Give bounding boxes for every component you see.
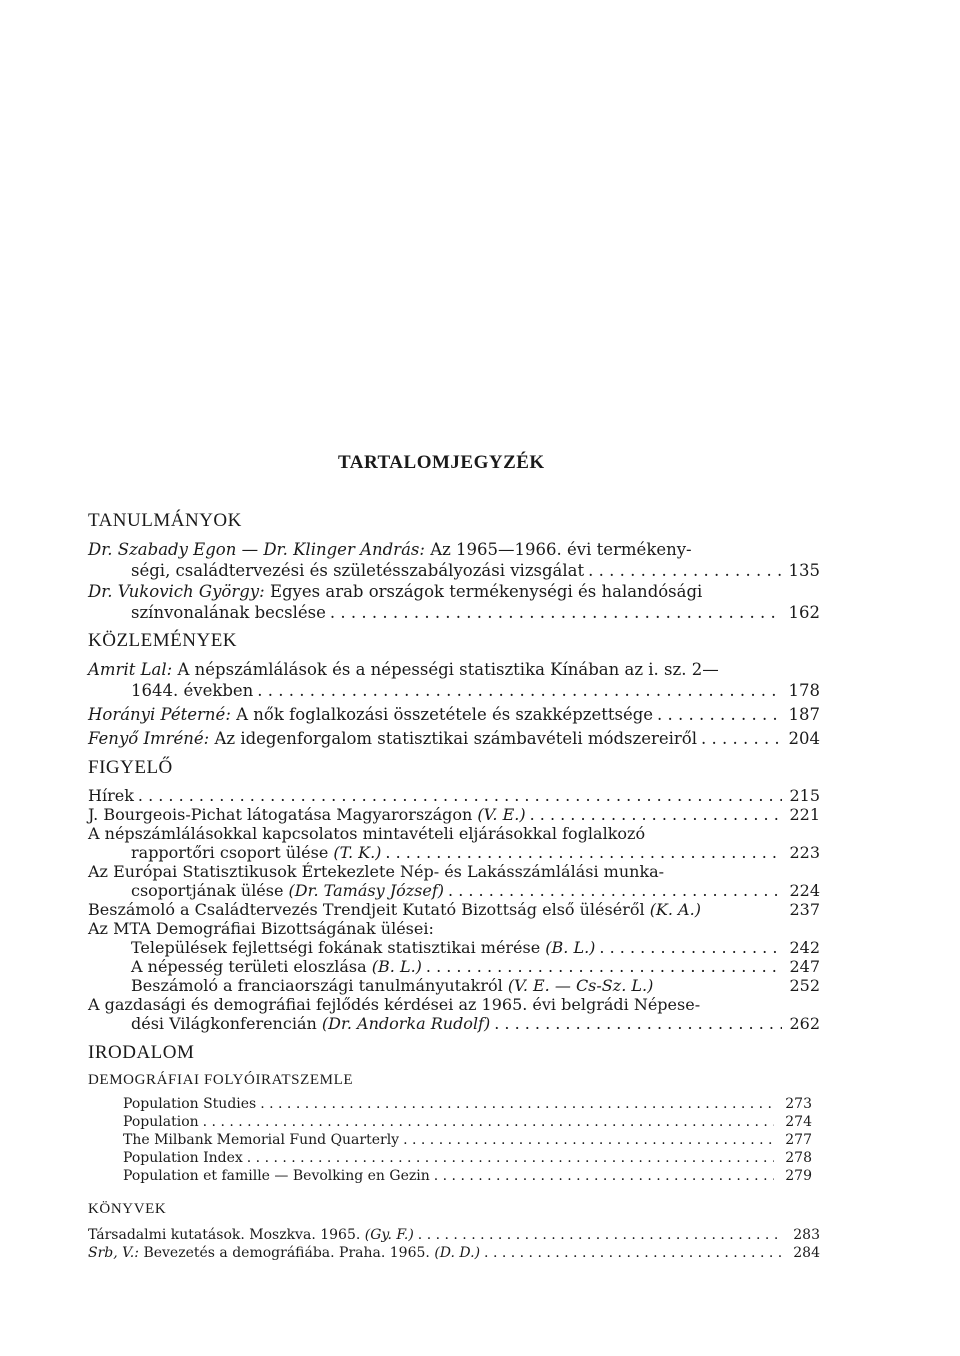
entry-credit: (V. E. — Cs-Sz. L.) (507, 976, 654, 995)
entry-author: Amrit Lal: (88, 660, 173, 679)
entry-author: Srb, V.: (88, 1245, 139, 1261)
toc-entry[interactable] (88, 938, 820, 957)
toc-entry[interactable] (88, 728, 820, 749)
entry-page: 187 (788, 705, 820, 724)
entry-author: Dr. Vukovich György: (88, 582, 265, 601)
entry-page: 274 (785, 1114, 812, 1130)
toc-entry[interactable] (88, 1095, 812, 1114)
entry-title-line: Társadalmi kutatások. Moszkva. 1965. (88, 1227, 361, 1243)
entry-author: Horányi Péterné: (88, 705, 231, 724)
entry-title-line: A nők foglalkozási összetétele és szakképzettsége (236, 705, 654, 724)
toc-entry[interactable] (88, 786, 820, 805)
entry-credit: (K. A.) (649, 900, 701, 919)
entry-credit: (Dr. Andorka Rudolf) (321, 1014, 491, 1033)
entry-credit: (V. E.) (477, 805, 526, 824)
toc-entry[interactable] (88, 1113, 812, 1132)
entry-title-line: ségi, családtervezési és születésszabályozási vizsgálat (131, 561, 585, 580)
section-heading-konyvek: KÖNYVEK (88, 1201, 167, 1217)
entry-page: 279 (785, 1168, 812, 1184)
entry-title-line: Population (123, 1114, 199, 1130)
entry-page: 283 (793, 1227, 820, 1243)
page-title: TARTALOMJEGYZÉK (338, 452, 545, 473)
entry-page: 224 (789, 881, 820, 900)
entry-page: 242 (789, 938, 820, 957)
toc-entry[interactable] (88, 1149, 812, 1168)
entry-page: 223 (789, 843, 820, 862)
toc-entry[interactable] (88, 824, 820, 862)
entry-title-line: The Milbank Memorial Fund Quarterly (123, 1132, 400, 1148)
toc-entry[interactable] (88, 539, 820, 581)
entry-title-line: 1644. években (131, 681, 254, 700)
entry-author: Fenyő Imréné: (88, 729, 210, 748)
entry-title-line: Az idegenforgalom statisztikai számbavételi módszereiről (214, 729, 697, 748)
entry-credit: (Dr. Tamásy József) (288, 881, 445, 900)
entry-page: 162 (788, 603, 820, 622)
entry-page: 277 (785, 1132, 812, 1148)
entry-page: 135 (788, 561, 820, 580)
section-heading-irodalom: IRODALOM (88, 1042, 195, 1063)
entry-title-line: csoportjának ülése (131, 881, 284, 900)
entry-page: 215 (789, 786, 820, 805)
entry-title-line: Egyes arab országok termékenységi és halandósági (269, 582, 703, 601)
toc-entry[interactable] (88, 805, 820, 824)
toc-entry[interactable] (88, 1167, 812, 1186)
toc-entry[interactable] (88, 581, 820, 623)
entry-title-line: Az Európai Statisztikusok Értekezlete Nép- és Lakásszámlálási munka- (88, 862, 665, 881)
entry-title-line: Települések fejlettségi fokának statisztikai mérése (131, 938, 541, 957)
section-heading-folyoiratszemle: DEMOGRÁFIAI FOLYÓIRATSZEMLE (88, 1072, 354, 1088)
entry-title-line: Population Studies (123, 1096, 257, 1112)
entry-title-line: J. Bourgeois-Pichat látogatása Magyarországon (88, 805, 473, 824)
entry-credit: (Gy. F.) (364, 1227, 414, 1243)
toc-entry[interactable] (88, 1226, 820, 1245)
entry-page: 262 (789, 1014, 820, 1033)
toc-entry[interactable] (88, 995, 820, 1033)
section-heading-figyelo: FIGYELŐ (88, 757, 173, 778)
entry-credit: (B. L.) (545, 938, 596, 957)
entry-page: 278 (785, 1150, 812, 1166)
entry-title-line: Bevezetés a demográfiába. Praha. 1965. (143, 1245, 430, 1261)
entry-title-line: rapportőri csoport ülése (131, 843, 329, 862)
entry-title-line: színvonalának becslése (131, 603, 326, 622)
entry-page: 273 (785, 1096, 812, 1112)
entry-title-line: dési Világkonferencián (131, 1014, 317, 1033)
toc-entry[interactable] (88, 976, 820, 995)
toc-entry[interactable] (88, 862, 820, 900)
entry-title-line: Population et famille — Bevolking en Gezin (123, 1168, 430, 1184)
entry-title-line: A gazdasági és demográfiai fejlődés kérdései az 1965. évi belgrádi Népese- (88, 995, 701, 1014)
section-heading-kozlemenyek: KÖZLEMÉNYEK (88, 630, 238, 651)
entry-page: 284 (793, 1245, 820, 1261)
toc-entry[interactable] (88, 919, 820, 938)
entry-page: 204 (788, 729, 820, 748)
entry-page: 252 (789, 976, 820, 995)
entry-page: 247 (789, 957, 820, 976)
entry-page: 178 (788, 681, 820, 700)
toc-entry[interactable] (88, 1244, 820, 1263)
entry-author: Dr. Szabady Egon — Dr. Klinger András: (88, 540, 425, 559)
entry-title-line: Beszámoló a franciaországi tanulmányutakról (131, 976, 503, 995)
entry-title-line: A népszámlálásokkal kapcsolatos mintavételi eljárásokkal foglalkozó (88, 824, 646, 843)
toc-entry[interactable] (88, 1131, 812, 1150)
entry-credit: (D. D.) (434, 1245, 481, 1261)
toc-entry[interactable] (88, 900, 820, 919)
entry-page: 237 (789, 900, 820, 919)
entry-title-line: Hírek (88, 786, 134, 805)
entry-title-line: Beszámoló a Családtervezés Trendjeit Kutató Bizottság első üléséről (88, 900, 645, 919)
entry-title-line: Population Index (123, 1150, 243, 1166)
section-heading-tanulmanyok: TANULMÁNYOK (88, 510, 242, 531)
entry-credit: (B. L.) (371, 957, 422, 976)
entry-title-line: A népszámlálások és a népességi statisztika Kínában az i. sz. 2— (177, 660, 719, 679)
toc-entry[interactable] (88, 659, 820, 701)
toc-entry[interactable] (88, 957, 820, 976)
entry-title-line: Az MTA Demográfiai Bizottságának ülései: (88, 919, 434, 938)
entry-title-line: Az 1965—1966. évi termékeny- (430, 540, 692, 559)
entry-credit: (T. K.) (333, 843, 382, 862)
entry-page: 221 (789, 805, 820, 824)
toc-entry[interactable] (88, 704, 820, 725)
entry-title-line: A népesség területi eloszlása (131, 957, 367, 976)
